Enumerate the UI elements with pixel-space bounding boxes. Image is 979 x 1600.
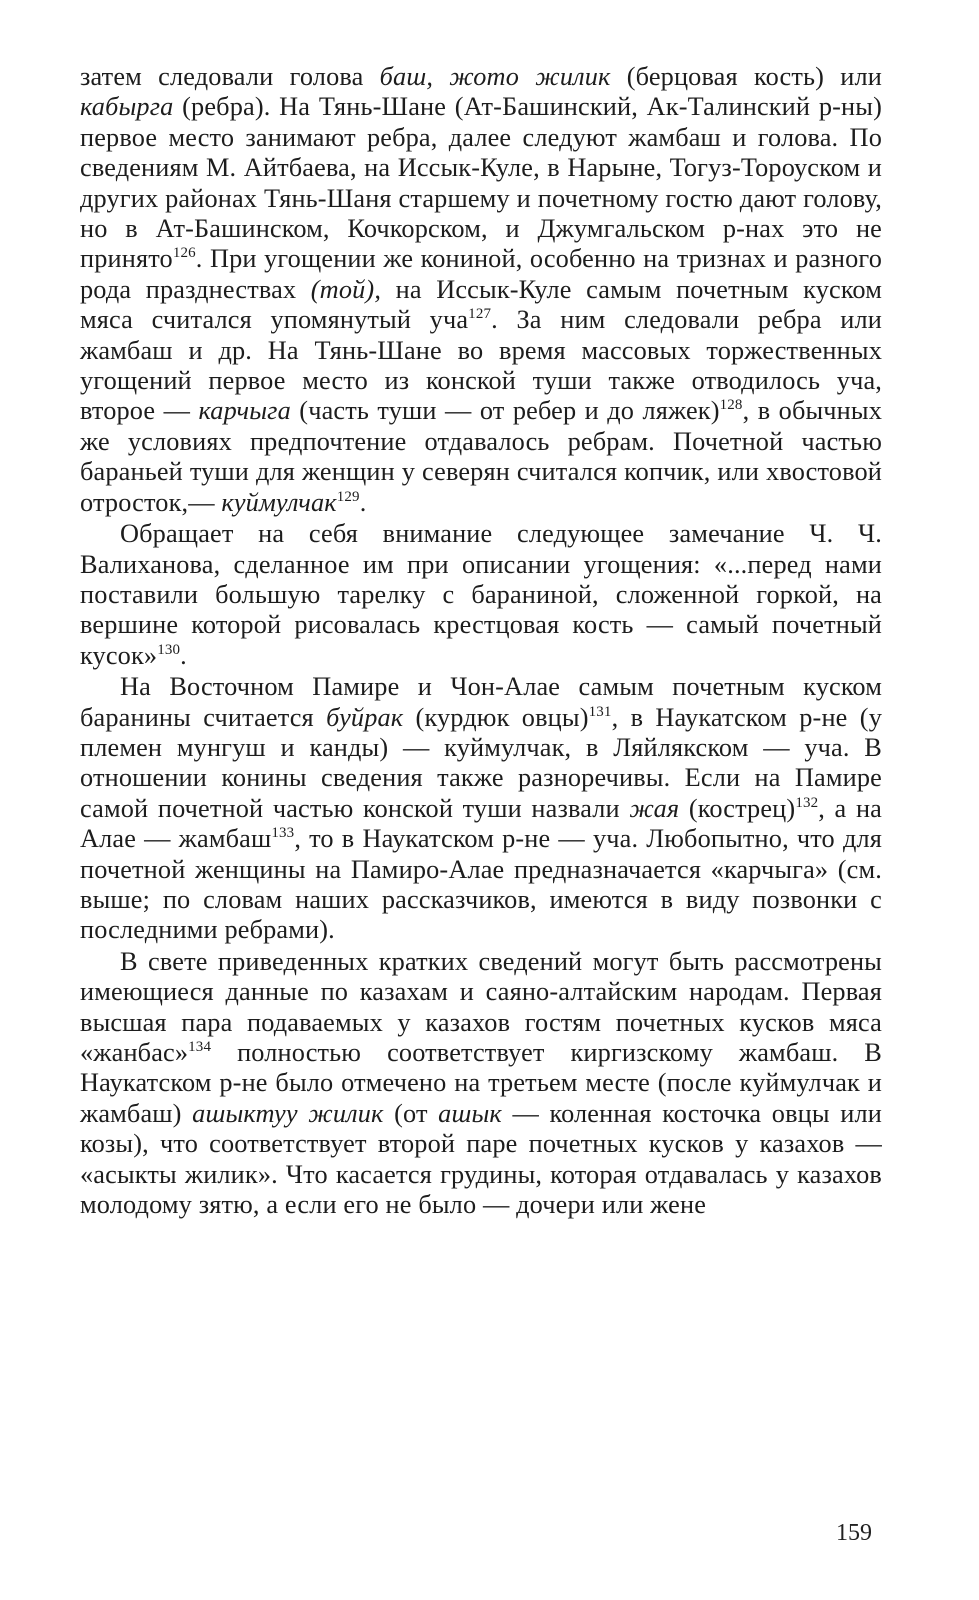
text-run: (кострец) (679, 793, 796, 823)
footnote-ref: 132 (795, 794, 819, 811)
footnote-ref: 134 (188, 1039, 212, 1055)
italic-term: ашык (438, 1098, 502, 1128)
italic-term: кабырга (80, 92, 174, 122)
text-run: , а на Алае — жамбаш (80, 793, 882, 854)
text-run: полностью соответствует киргизскому жамбаш. В Наукатском р-не было отмечено на третьем месте (после куймулчак и жамбаш) (80, 1038, 882, 1128)
text-run: на Иссык-Куле самым почетным куском мяса считался упомянутый уча (80, 274, 883, 335)
text-run: (курдюк овцы) (403, 702, 589, 732)
text-run: (берцовая кость) или (610, 62, 882, 91)
footnote-ref: 133 (271, 825, 295, 842)
text-run: . При угощении же кониной, особенно на тризнах и разного рода празднествах (80, 244, 882, 304)
text-run: , в Наукатском р-не (у племен мунгуш и канды) — куймулчак, в Ляйлякском — уча. В отношении конины сведения также разноречивы. Если на Памире самой почетной частью конской туши назвали (80, 702, 882, 823)
italic-term: баш, (379, 62, 434, 91)
italic-term: куймулчак (221, 487, 337, 517)
text-run: . (180, 640, 187, 670)
paragraph-1 (80, 62, 882, 518)
text-run: , в обычных же условиях предпочтение отдавалось ребрам. Почетной частью бараньей туши для женщин у северян считался копчик, или хвостовой отросток,— (80, 396, 883, 517)
footnote-ref: 128 (719, 397, 743, 414)
footnote-ref: 129 (336, 488, 360, 505)
italic-term: карчыга (198, 396, 291, 426)
text-run (433, 62, 449, 91)
text-run: . (359, 487, 367, 517)
italic-term: (той), (310, 274, 382, 304)
page-number: 159 (836, 1520, 872, 1546)
text-run: (часть туши — от ребер и до ляжек) (290, 396, 720, 426)
text-run: (от (383, 1098, 439, 1128)
text-run: . За ним следовали ребра или жамбаш и др. На Тянь-Шане во время массовых торжественных угощений первое место из конской туши также отводилось уча, второе — (80, 305, 882, 426)
text-run: , то в Наукатском р-не — уча. Любопытно, что для почетной женщины на Памиро-Алае предназначается «карчыга» (см. выше; по словам наших рассказчиков, имеются в виду позвонки с последними ребрами). (80, 824, 882, 945)
paragraph-3 (80, 672, 882, 946)
text-run: затем следовали голова (80, 62, 380, 91)
page-text (80, 62, 882, 1220)
italic-term: жото жилик (449, 62, 611, 91)
italic-term: жая (629, 793, 680, 823)
paragraph-4 (80, 947, 882, 1221)
text-run: — коленная косточка овцы или козы), что соответствует второй паре почетных кусков у казахов — «асыкты жилик». Что касается грудины, которая отдавалась у казахов молодому зятю, а если его не было — дочери или жене (80, 1098, 882, 1220)
paragraph-2 (80, 519, 882, 671)
footnote-ref: 131 (588, 703, 612, 720)
text-run: (ребра). На Тянь-Шане (Ат-Башинский, Ак-Талинский р-ны) первое место занимают ребра, далее следуют жамбаш и голова. По сведениям М. Айтбаева, на Иссык-Куле, в Нарыне, Тогуз-Тороуском и других районах Тянь-Шаня старшему и почетному гостю дают голову, но в Ат-Башинском, Кочкорском, и Джумгальском р-нах это не принято (80, 92, 882, 274)
text-run: На Восточном Памире и Чон-Алае самым почетным куском баранины считается (80, 672, 882, 732)
text-run: В свете приведенных кратких сведений могут быть рассмотрены имеющиеся данные по казахам и саяно-алтайским народам. Первая высшая пара подаваемых у казахов гостям почетных кусков мяса «жанбас» (80, 946, 882, 1067)
footnote-ref: 127 (468, 306, 492, 323)
text-run: Обращает на себя внимание следующее замечание Ч. Ч. Валиханова, сделанное им при описании угощения: «...перед нами поставили большую тарелку с бараниной, сложенной горкой, на вершине которой рисовалась крестцовая кость — самый почетный кусок» (80, 519, 882, 670)
italic-term: ашыктуу жилик (192, 1098, 384, 1128)
footnote-ref: 126 (172, 245, 196, 262)
footnote-ref: 130 (157, 641, 181, 658)
italic-term: буйрак (326, 702, 404, 732)
